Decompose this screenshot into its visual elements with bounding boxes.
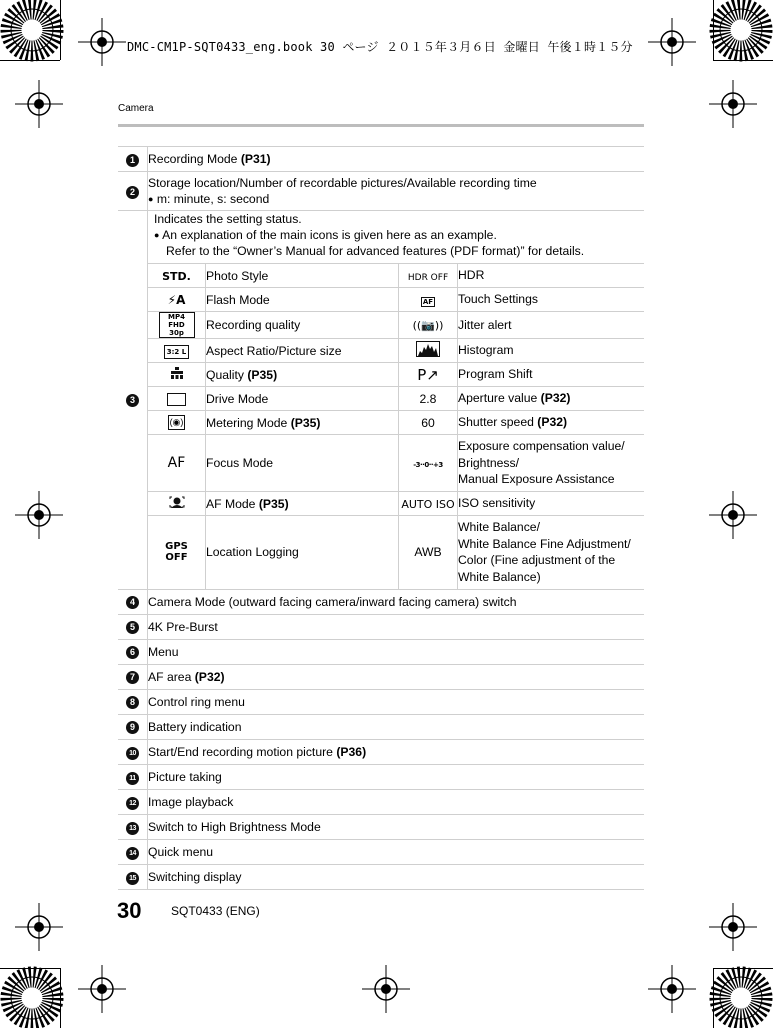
number-badge: 14 (126, 847, 139, 860)
flash-auto-icon: ⚡A (167, 292, 186, 307)
icon-label: Drive Mode (206, 391, 269, 406)
drive-mode-icon (167, 393, 186, 406)
icon-row (148, 339, 644, 363)
number-badge: 5 (126, 621, 139, 634)
table-row (118, 689, 644, 714)
row-text: Recording Mode (148, 152, 241, 166)
table-row (118, 614, 644, 639)
print-header: DMC-CM1P-SQT0433_eng.book 30 ページ ２０１５年３月６日 金曜日 午後１時１５分 (127, 40, 633, 54)
row-text: Control ring menu (148, 694, 245, 709)
number-badge: 6 (126, 646, 139, 659)
icon-label: HDR (458, 268, 485, 283)
recording-quality-icon: MP4 FHD 30p (159, 312, 195, 338)
row-text: Picture taking (148, 769, 222, 784)
number-badge: 4 (126, 596, 139, 609)
touch-af-icon: AF (422, 297, 434, 306)
icon-row (148, 411, 644, 435)
number-badge: 2 (126, 186, 139, 199)
icon-label: AF Mode (206, 496, 259, 511)
number-badge: 13 (126, 822, 139, 835)
table-row (118, 714, 644, 739)
icon-label: Shutter speed (458, 415, 538, 430)
iso-auto-icon: AUTO ISO (401, 497, 455, 511)
icon-label: Histogram (458, 343, 514, 358)
number-badge: 9 (126, 721, 139, 734)
quality-icon (170, 367, 184, 379)
page-ref: (P32) (194, 669, 225, 684)
icon-label: Touch Settings (458, 292, 538, 307)
icon-label: Location Logging (206, 545, 299, 560)
table-row (118, 589, 644, 614)
document-code: SQT0433 (ENG) (171, 904, 260, 918)
jitter-alert-icon: ((📷)) (412, 319, 444, 332)
shutter-speed-value: 60 (421, 415, 435, 430)
hdr-off-icon: HDR OFF (407, 272, 449, 283)
section-rule (118, 124, 644, 127)
section-label: Camera (118, 103, 154, 114)
row-text: Image playback (148, 794, 234, 809)
page-ref: (P32) (540, 391, 571, 406)
metering-mode-icon: (◉) (168, 415, 185, 430)
program-shift-icon: P↗ (417, 365, 439, 384)
icon-label: Flash Mode (206, 292, 270, 307)
page-ref: (P35) (258, 496, 289, 511)
bullet-icon: ● (154, 230, 160, 240)
table-row (118, 839, 644, 864)
icon-label: Aspect Ratio/Picture size (206, 343, 342, 358)
icon-table (148, 263, 644, 589)
table-row (118, 764, 644, 789)
icon-row (148, 516, 644, 589)
icon-label: Photo Style (206, 268, 269, 283)
page-number: 30 (117, 898, 142, 923)
table-row (118, 864, 644, 889)
icon-label: White Balance/ White Balance Fine Adjustment/ Color (Fine adjustment of the White Balance) (458, 520, 631, 584)
table-row (118, 172, 644, 211)
icon-label: Program Shift (458, 367, 533, 382)
page-ref: (P36) (336, 744, 367, 759)
page-ref: (P35) (247, 367, 278, 382)
number-badge: 1 (126, 154, 139, 167)
number-badge: 15 (126, 872, 139, 885)
page-ref: (P35) (290, 415, 321, 430)
row-text: Battery indication (148, 719, 242, 734)
intro-note: An explanation of the main icons is given here as an example. (162, 228, 497, 242)
icon-row (148, 288, 644, 312)
photo-style-icon: STD. (162, 269, 191, 283)
row-text: Menu (148, 644, 179, 659)
number-badge: 8 (126, 696, 139, 709)
number-badge: 10 (126, 747, 139, 760)
page-ref: (P32) (537, 415, 568, 430)
icon-row (148, 264, 644, 288)
row-text: Storage location/Number of recordable pictures/Available recording time (148, 176, 537, 190)
focus-mode-icon: AF (167, 455, 186, 471)
aperture-value: 2.8 (419, 391, 437, 406)
table-row (118, 664, 644, 689)
row-text: Switch to High Brightness Mode (148, 819, 321, 834)
table-row (118, 739, 644, 764)
icon-row (148, 387, 644, 411)
table-row (118, 814, 644, 839)
row-note: m: minute, s: second (156, 192, 270, 206)
number-badge: 12 (126, 797, 139, 810)
row-text: Quick menu (148, 844, 214, 859)
row-text: 4K Pre-Burst (148, 619, 218, 634)
face-detection-icon (169, 496, 185, 508)
row-text: Start/End recording motion picture (148, 744, 337, 759)
icon-label: Exposure compensation value/ Brightness/ Manual Exposure Assistance (458, 439, 625, 487)
intro-detail: Refer to the “Owner’s Manual for advanced features (PDF format)” for details. (166, 244, 585, 258)
icon-label: Jitter alert (458, 317, 512, 332)
number-badge: 11 (126, 772, 139, 785)
number-badge: 3 (126, 394, 139, 407)
number-badge: 7 (126, 671, 139, 684)
icon-label: ISO sensitivity (458, 496, 536, 511)
table-row (118, 211, 644, 590)
aspect-ratio-icon: 3:2 L (164, 345, 189, 359)
intro-text: Indicates the setting status. (154, 212, 302, 226)
icon-row (148, 312, 644, 339)
icon-row (148, 435, 644, 492)
exposure-scale-icon: -3··0··+3 (413, 461, 443, 469)
icon-row (148, 363, 644, 387)
white-balance-value: AWB (414, 545, 442, 560)
gps-off-icon: GPS OFF (165, 541, 188, 564)
icon-label: Aperture value (458, 391, 541, 406)
row-text: AF area (148, 669, 195, 684)
table-row (118, 639, 644, 664)
histogram-icon (416, 341, 440, 357)
legend-table (118, 146, 644, 890)
icon-row (148, 492, 644, 516)
row-text: Camera Mode (outward facing camera/inward facing camera) switch (148, 594, 517, 609)
page-ref: (P31) (240, 152, 271, 166)
row-text: Switching display (148, 869, 242, 884)
icon-label: Focus Mode (206, 456, 274, 470)
icon-label: Quality (206, 367, 248, 382)
bullet-icon: ● (148, 194, 154, 204)
icon-label: Recording quality (206, 318, 301, 332)
table-row (118, 789, 644, 814)
icon-label: Metering Mode (206, 415, 291, 430)
table-row (118, 147, 644, 172)
